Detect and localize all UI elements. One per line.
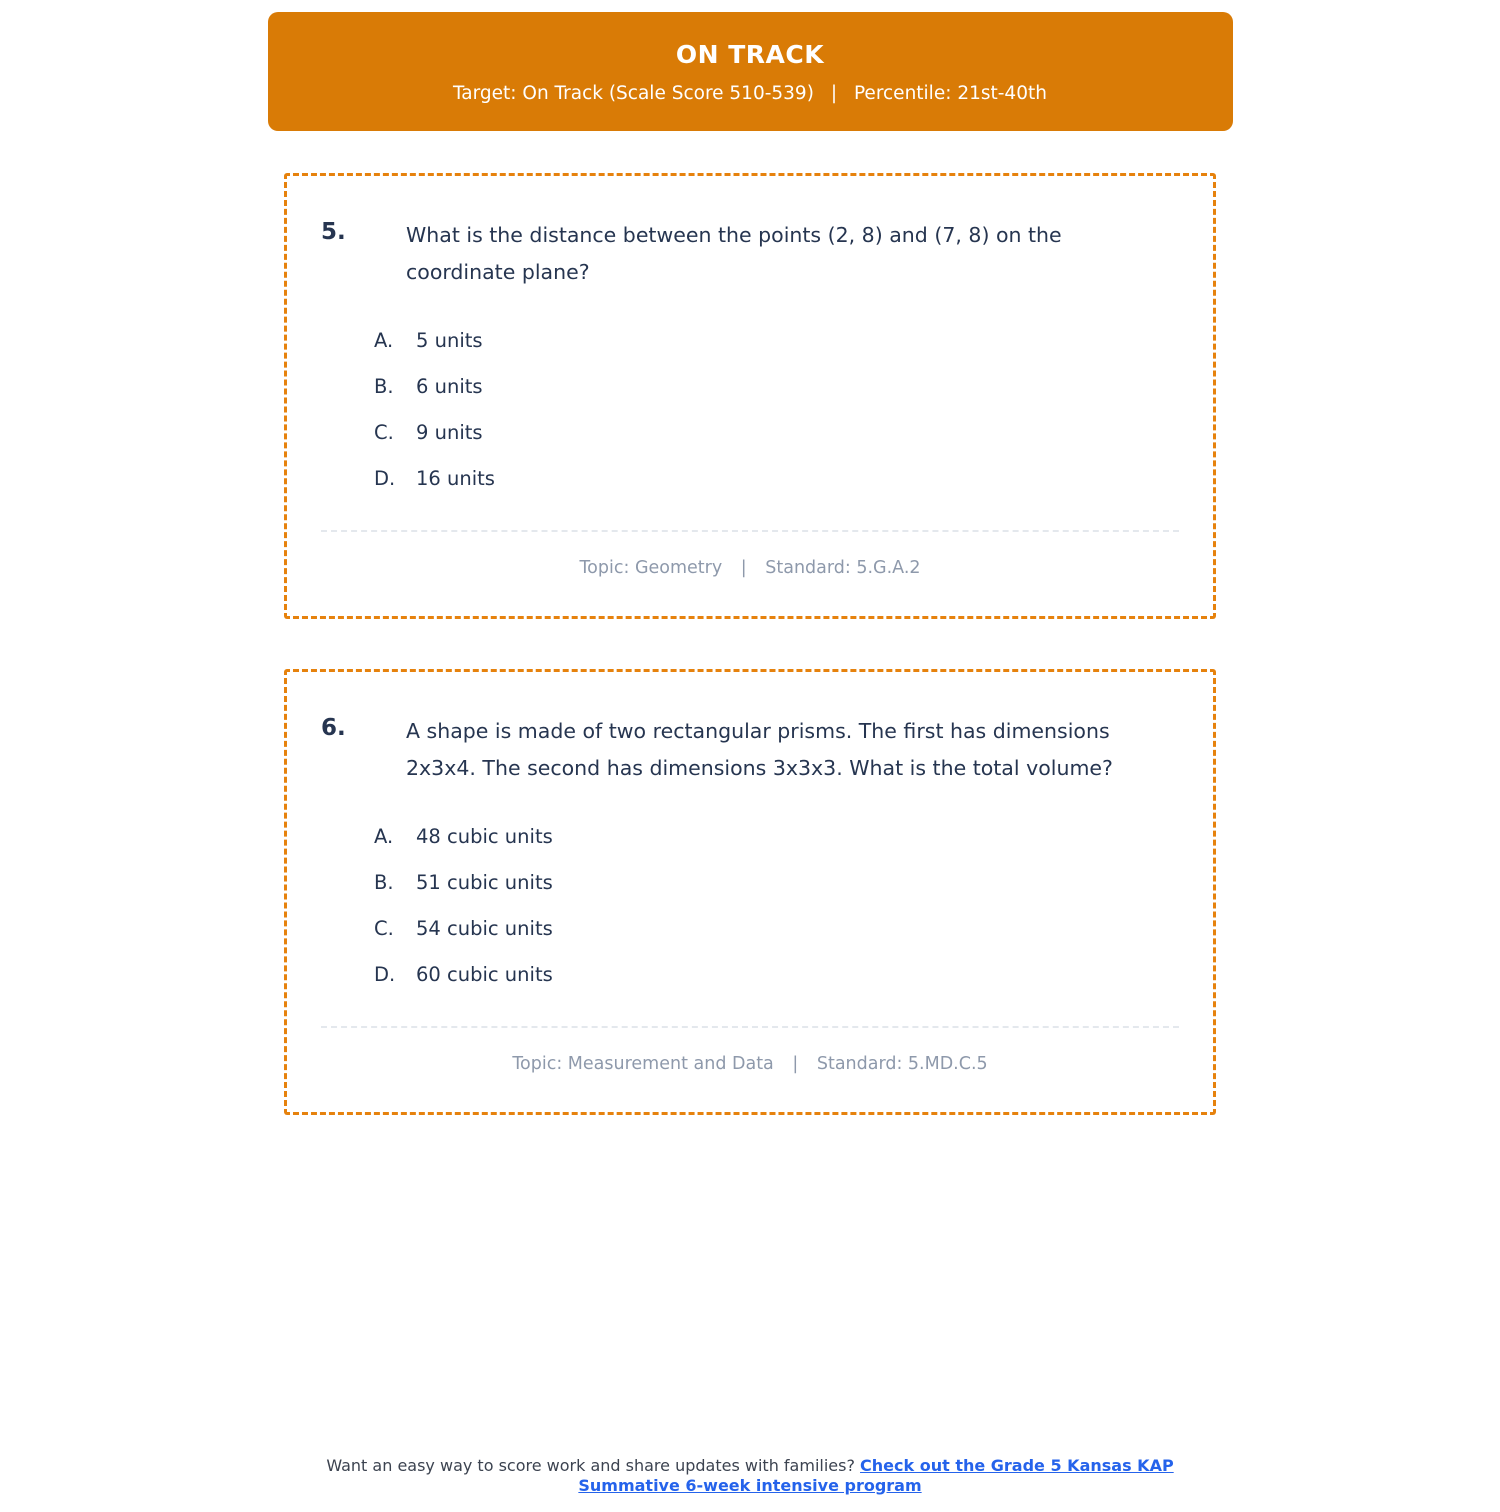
option-c [374,410,1179,456]
option-text: 54 cubic units [416,917,553,940]
question-row [321,713,1179,787]
option-d [374,952,1179,998]
question-card-6 [284,669,1216,1115]
option-text: 51 cubic units [416,871,553,894]
option-a [374,318,1179,364]
question-card-5 [284,173,1216,619]
promo-footer [0,1456,1500,1495]
topic-label: Topic: Geometry [579,558,723,578]
question-row [321,217,1179,291]
question-meta [321,1054,1179,1074]
option-letter: C. [374,421,394,444]
dotted-divider [321,530,1179,532]
topic-label: Topic: Measurement and Data [512,1054,774,1074]
dotted-divider [321,1026,1179,1028]
option-text: 60 cubic units [416,963,553,986]
option-letter: A. [374,329,394,352]
option-text: 48 cubic units [416,825,553,848]
option-text: 9 units [416,421,483,444]
option-text: 6 units [416,375,483,398]
question-number: 6. [321,715,346,741]
result-banner [268,12,1233,131]
option-letter: D. [374,963,396,986]
banner-title: ON TRACK [675,40,825,69]
banner-subtitle [288,83,1213,104]
option-b [374,860,1179,906]
banner-target: Target: On Track (Scale Score 510-539) [453,83,814,104]
option-d [374,456,1179,502]
question-meta [321,558,1179,578]
question-text: A shape is made of two rectangular prisms. The first has dimensions 2x3x4. The second has dimensions 3x3x3. What is the total volume? [406,719,1113,780]
option-a [374,814,1179,860]
pipe-separator: | [792,1054,799,1074]
option-letter: C. [374,917,394,940]
option-letter: B. [374,375,394,398]
option-text: 16 units [416,467,495,490]
promo-text: Want an easy way to score work and share updates with families? [326,1456,861,1475]
standard-label: Standard: 5.G.A.2 [765,558,921,578]
pipe-separator: | [740,558,747,578]
option-b [374,364,1179,410]
question-number: 5. [321,219,346,245]
options-list [374,814,1179,998]
options-list [374,318,1179,502]
promo-link[interactable]: Check out the Grade 5 Kansas KAP Summative 6-week intensive program [578,1456,1174,1495]
option-letter: A. [374,825,394,848]
option-letter: B. [374,871,394,894]
option-text: 5 units [416,329,483,352]
pipe-separator: | [830,83,838,104]
option-letter: D. [374,467,396,490]
question-text: What is the distance between the points (2, 8) and (7, 8) on the coordinate plane? [406,223,1062,284]
banner-percentile: Percentile: 21st-40th [853,83,1047,104]
standard-label: Standard: 5.MD.C.5 [816,1054,988,1074]
option-c [374,906,1179,952]
